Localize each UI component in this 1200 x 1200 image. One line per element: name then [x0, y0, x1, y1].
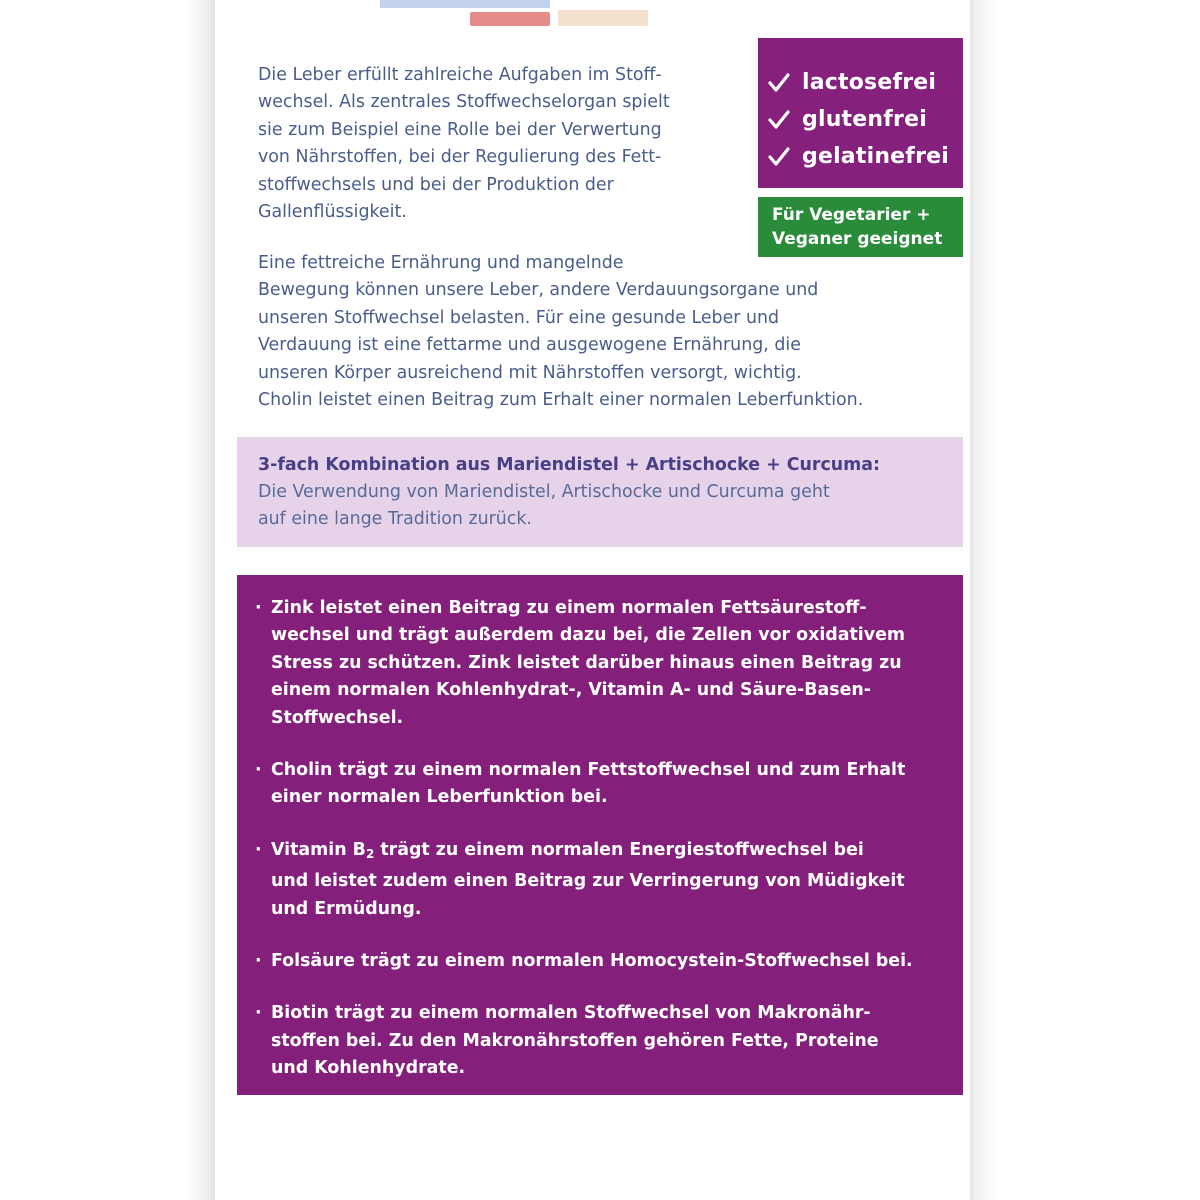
claim-line: wechsel und trägt außerdem dazu bei, die Zellen vor oxidativem — [271, 625, 906, 646]
claim-folsaeure — [255, 948, 963, 975]
intro-line: von Nährstoffen, bei der Regulierung des Fett- — [258, 147, 662, 168]
gluten-free-row — [768, 101, 963, 138]
bullet: · — [255, 839, 262, 860]
claim-cholin — [255, 757, 963, 812]
checkmark-icon — [768, 109, 790, 131]
combination-heading: 3-fach Kombination aus Mariendistel + Artischocke + Curcuma: — [258, 455, 880, 475]
intro-line: sie zum Beispiel eine Rolle bei der Verwertung — [258, 119, 662, 140]
bullet: · — [255, 1003, 262, 1024]
claim-biotin — [255, 1000, 963, 1082]
lactose-free-label: lactosefrei — [802, 70, 937, 95]
combination-line: auf eine lange Tradition zurück. — [258, 509, 532, 529]
gelatine-free-row — [768, 138, 963, 175]
gluten-free-label: glutenfrei — [802, 107, 927, 132]
vitamin-b-subscript: 2 — [365, 846, 375, 861]
intro-line: stoffwechsels und bei der Produktion der — [258, 174, 614, 195]
claim-line: und Ermüdung. — [271, 898, 422, 919]
intro-paragraph — [258, 62, 758, 226]
vegan-badge — [758, 197, 963, 257]
diet-paragraph — [258, 250, 958, 414]
claim-zink — [255, 595, 963, 732]
checkmark-icon — [768, 72, 790, 94]
health-claims-panel — [237, 575, 963, 1095]
diet-line: Eine fettreiche Ernährung und mangelnde — [258, 253, 624, 273]
claim-vitamin-b2 — [255, 837, 963, 923]
intro-line: Die Leber erfüllt zahlreiche Aufgaben im Stoff- — [258, 65, 662, 85]
claim-line: Zink leistet einen Beitrag zu einem normalen Fettsäurestoff- — [271, 598, 867, 618]
claim-line — [271, 837, 953, 868]
free-from-badge — [758, 38, 963, 188]
box-right-edge — [970, 0, 1200, 1200]
lactose-free-row — [768, 64, 963, 101]
claim-line: und Kohlenhydrate. — [271, 1058, 466, 1079]
front-print-bleed — [380, 0, 680, 28]
diet-line: Verdauung ist eine fettarme und ausgewogene Ernährung, die — [258, 335, 801, 356]
claim-line: Cholin trägt zu einem normalen Fettstoffwechsel und zum Erhalt — [271, 760, 906, 781]
vegan-badge-line: Veganer geeignet — [772, 229, 943, 249]
diet-line: Cholin leistet einen Beitrag zum Erhalt einer normalen Leberfunktion. — [258, 390, 864, 411]
claim-line: Folsäure trägt zu einem normalen Homocystein-Stoffwechsel bei. — [271, 951, 913, 972]
claim-line: Biotin trägt zu einem normalen Stoffwechsel von Makronähr- — [271, 1003, 871, 1024]
claim-line: Stress zu schützen. Zink leistet darüber hinaus einen Beitrag zu — [271, 652, 902, 673]
bullet: · — [255, 951, 262, 972]
claim-line: stoffen bei. Zu den Makronährstoffen gehören Fette, Proteine — [271, 1030, 879, 1051]
bullet: · — [255, 760, 262, 781]
claim-line-rest: trägt zu einem normalen Energiestoffwechsel bei — [374, 839, 864, 860]
diet-line: Bewegung können unsere Leber, andere Verdauungsorgane und — [258, 280, 819, 301]
combination-line: Die Verwendung von Mariendistel, Artischocke und Curcuma geht — [258, 482, 830, 502]
vegan-badge-line: Für Vegetarier + — [772, 205, 931, 225]
claim-line: und leistet zudem einen Beitrag zur Verringerung von Müdigkeit — [271, 871, 905, 892]
combination-box — [237, 437, 963, 547]
intro-line: Gallenflüssigkeit. — [258, 202, 407, 223]
claim-line: einem normalen Kohlenhydrat-, Vitamin A- und Säure-Basen- — [271, 680, 872, 701]
claim-line: Stoffwechsel. — [271, 707, 404, 728]
checkmark-icon — [768, 146, 790, 168]
box-left-edge — [0, 0, 215, 1200]
bullet: · — [255, 598, 262, 618]
intro-line: wechsel. Als zentrales Stoffwechselorgan spielt — [258, 92, 670, 113]
vitamin-b-text: Vitamin B — [271, 839, 366, 860]
diet-line: unseren Körper ausreichend mit Nährstoffen versorgt, wichtig. — [258, 362, 802, 383]
claim-line: einer normalen Leberfunktion bei. — [271, 787, 608, 808]
gelatine-free-label: gelatinefrei — [802, 144, 949, 169]
diet-line: unseren Stoffwechsel belasten. Für eine gesunde Leber und — [258, 307, 780, 328]
